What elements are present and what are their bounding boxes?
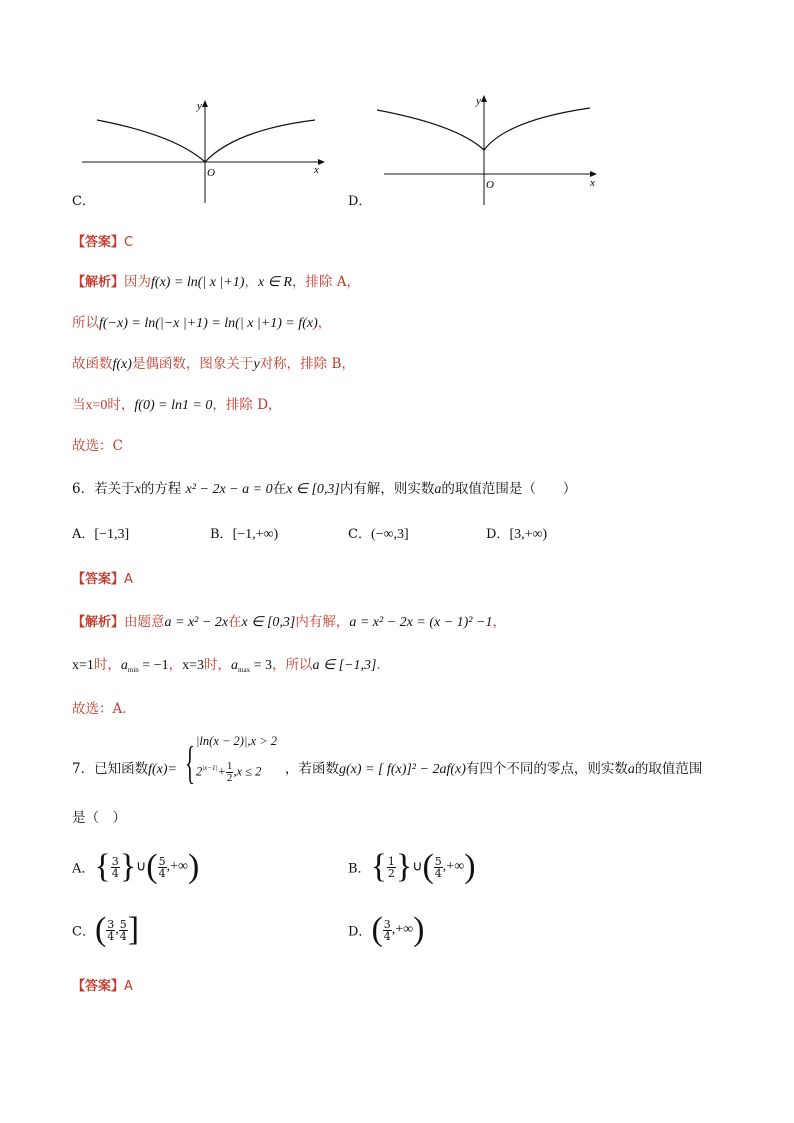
q6-option-a[interactable] [72,523,129,543]
text: 由题意 [124,614,165,630]
formula: x ∈ [0,3] [286,482,340,497]
numerator: 3 [111,854,119,868]
formula: y [253,357,260,372]
exponent: |x−1| [202,764,218,773]
formula: x=3 [182,658,204,673]
option-value: [−1,+∞) [232,527,279,542]
text: ， [317,315,332,331]
origin-label: O [486,179,494,191]
numerator: 1 [387,854,395,868]
q7-option-d[interactable] [348,913,424,947]
right-paren-icon: ) [188,848,200,885]
formula: ,+∞ [442,859,465,874]
text: 在 [272,481,287,497]
q6-analysis-line1 [72,610,506,631]
option-label: C． [72,924,95,940]
denominator: 2 [226,772,233,784]
q7-stem-suffix [285,757,702,778]
formula: f(0) = ln1 = 0 [134,398,213,413]
formula: a ∈ [−1,3] [312,658,377,673]
graph-d [372,90,602,210]
fraction [383,919,392,942]
origin-label: O [207,167,215,179]
text: 故函数 [72,356,113,372]
formula: a [627,762,635,777]
right-brace-icon: } [119,848,137,885]
text: 的取值范围 [634,761,703,777]
formula: a [434,482,442,497]
text: ， [244,274,258,290]
left-brace-icon: { [94,848,111,885]
q6-option-b[interactable] [210,523,278,543]
q6-analysis-line2 [72,653,390,674]
text: 的取值范围是（ ） [441,481,577,497]
denominator: 4 [383,929,391,943]
option-label: C． [348,527,371,542]
option-label: D． [348,924,372,940]
subscript: max [238,666,251,674]
formula: 2 [196,764,203,779]
numerator: 5 [158,854,166,868]
denominator: 4 [119,929,127,943]
option-d-label: D． [348,194,372,209]
fraction [434,856,443,879]
x-arrow-icon [318,159,325,165]
q6-answer [72,568,133,587]
q7-stem-line2: 是（ ） [72,810,126,826]
q7-stem-prefix [72,757,177,778]
q6-choose: 故选：A． [72,701,136,717]
text: 6．若关于 [72,481,135,497]
option-value: [−1,3] [94,527,130,542]
denominator: 4 [434,866,442,880]
answer-value: C [124,235,134,250]
left-paren-icon: ( [146,848,158,885]
formula: f(x) = ln(| x |+1) [151,275,245,290]
option-value: (−∞,3] [370,527,409,542]
formula: = 3 [250,658,272,673]
left-paren-icon: ( [422,848,434,885]
denominator: 4 [158,866,166,880]
formula: g(x) = [ f(x)]² − 2af(x) [339,762,466,777]
formula: x ∈ R [257,275,292,290]
text: 当 [72,397,86,413]
left-paren-icon: ( [94,911,107,948]
x-label: x [314,164,319,176]
right-brace-icon: } [395,848,413,885]
answer-label: 【答案】 [72,979,125,994]
formula: x² − 2x − a = 0 [185,482,273,497]
analysis-label: 【解析】 [72,615,125,630]
numerator: 3 [107,917,115,931]
formula: ,+∞ [166,859,189,874]
q6-option-d[interactable] [486,523,547,543]
piecewise-brace-icon: { [185,737,195,788]
piece-1: |ln(x − 2)|,x > 2 [196,734,278,748]
analysis-label: 【解析】 [72,275,125,290]
right-paren-icon: ) [413,911,425,948]
union-symbol: ∪ [412,859,423,875]
formula: f(−x) = ln(|−x |+1) = ln(| x |+1) = f(x) [99,316,318,331]
text: ，所以 [271,657,313,673]
formula: x=1 [72,658,94,673]
text: ，排除 D， [212,397,282,413]
fraction [106,919,115,942]
q5-analysis-line1 [72,270,360,291]
subscript: min [127,666,139,674]
denominator: 4 [107,929,115,943]
option-label: B． [210,527,233,542]
right-bracket-icon: ] [127,911,140,948]
text: 在 [228,614,242,630]
text: 因为 [124,274,152,290]
text: 内有解， [295,614,350,630]
option-label: A． [72,527,95,542]
y-arrow-icon [481,95,487,102]
numerator: 5 [119,917,127,931]
text: ， [168,657,183,673]
y-label: y [476,95,481,107]
option-c-label: C． [72,194,95,209]
q5-answer [72,231,133,250]
q6-option-c[interactable] [348,523,409,543]
curve [97,120,315,162]
text: 的方程 [140,481,182,497]
text: 对称，排除 B， [259,356,355,372]
text: 时， [93,657,121,673]
option-value: [3,+∞) [509,527,548,542]
text: 是偶函数，图象关于 [131,356,254,372]
denominator: 4 [111,866,119,880]
formula: a [120,658,128,673]
comma: , [115,922,119,937]
text: ． [376,657,391,673]
left-paren-icon: ( [371,911,383,948]
left-brace-icon: { [370,848,387,885]
text: ，排除 A， [291,274,360,290]
numerator: 3 [383,917,391,931]
fraction [119,919,128,942]
text: ， [492,614,506,630]
option-label: B． [348,861,371,877]
numerator: 5 [434,854,442,868]
answer-value: A [124,979,133,994]
piece-2 [196,761,261,784]
fraction [111,856,120,879]
q5-choose: 故选：C [72,438,123,454]
formula: x=0 [85,398,108,413]
q5-analysis-line4 [72,393,282,414]
text: 有四个不同的零点，则实数 [465,761,628,777]
q7-option-a[interactable] [72,850,199,884]
y-label: y [197,100,202,112]
fraction [387,856,396,879]
option-label: D． [486,527,510,542]
formula: + [217,764,226,779]
formula: a = x² − 2x = (x − 1)² −1 [349,615,493,630]
text: 内有解，则实数 [339,481,435,497]
fraction [158,856,167,879]
text: 时， [204,657,231,673]
q7-option-c[interactable] [72,913,139,947]
q5-analysis-line2 [72,311,331,332]
numerator: 1 [226,760,233,772]
formula: f(x)= [148,762,177,777]
y-arrow-icon [202,100,208,107]
formula: ,+∞ [391,922,414,937]
q7-option-b[interactable] [348,850,476,884]
q7-answer [72,975,133,994]
answer-label: 【答案】 [72,572,125,587]
graph-c [80,95,330,205]
formula: f(x) [112,357,132,372]
right-paren-icon: ) [464,848,476,885]
q5-analysis-line3 [72,352,355,373]
x-label: x [590,177,595,189]
text: 所以 [72,315,99,331]
option-label: A． [72,861,95,877]
text: 7．已知函数 [72,761,149,777]
union-symbol: ∪ [136,859,147,875]
text: ，若函数 [285,761,339,777]
denominator: 2 [387,866,395,880]
answer-value: A [124,572,133,587]
formula: x ∈ [0,3] [241,615,296,630]
formula: = −1 [138,658,169,673]
answer-label: 【答案】 [72,235,125,250]
text: 时， [107,397,135,413]
formula: ,x ≤ 2 [233,764,262,779]
q6-stem [72,477,576,498]
formula: a [231,658,238,673]
formula: x [134,482,141,497]
formula: a = x² − 2x [164,615,229,630]
